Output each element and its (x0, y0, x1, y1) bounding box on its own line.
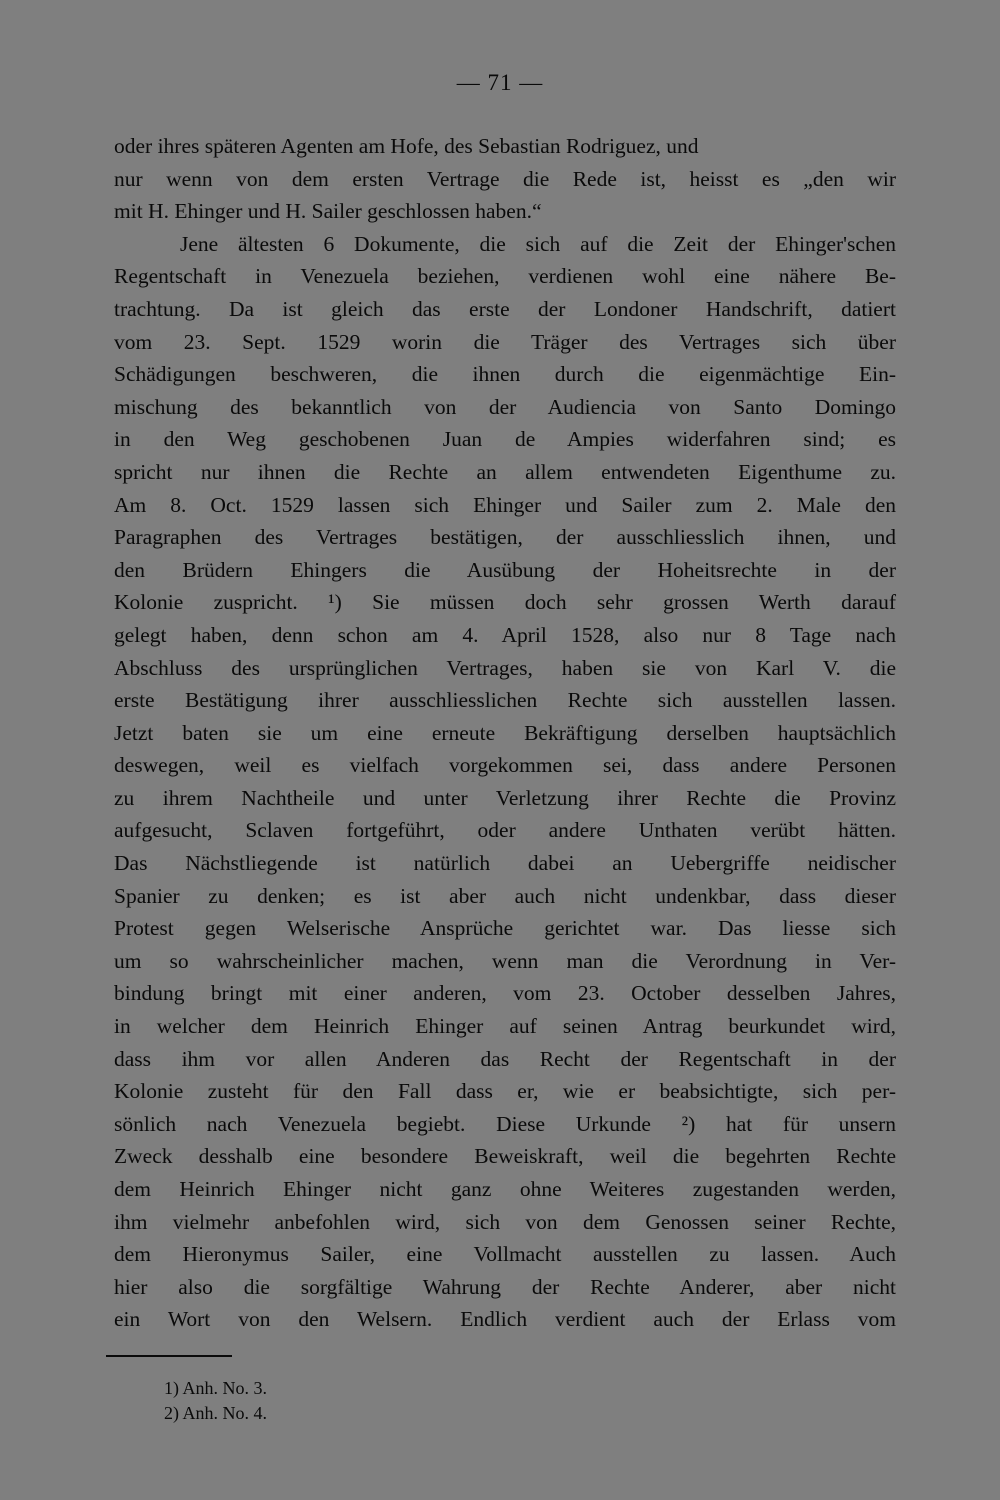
text-line: trachtung. Da ist gleich das erste der Londoner Handschrift, datiert (114, 296, 896, 321)
text-line: Kolonie zuspricht. ¹) Sie müssen doch sehr grossen Werth darauf (114, 590, 896, 615)
footnote-divider (106, 1355, 232, 1357)
text-line: in den Weg geschobenen Juan de Ampies widerfahren sind; es (114, 427, 896, 452)
text-line: bindung bringt mit einer anderen, vom 23. October desselben Jahres, (114, 981, 896, 1006)
page-number: — 71 — (456, 70, 544, 95)
text-line: dem Heinrich Ehinger nicht ganz ohne Weiteres zugestanden werden, (114, 1177, 896, 1201)
text-line: in welcher dem Heinrich Ehinger auf seinen Antrag beurkundet wird, (114, 1014, 896, 1039)
text-line: um so wahrscheinlicher machen, wenn man die Verordnung in Ver- (114, 948, 896, 973)
text-line: ihm vielmehr anbefohlen wird, sich von dem Genossen seiner Rechte, (114, 1209, 896, 1234)
body-text (114, 130, 896, 1336)
text-line: Spanier zu denken; es ist aber auch nicht undenkbar, dass dieser (114, 883, 896, 908)
text-line: dem Hieronymus Sailer, eine Vollmacht ausstellen zu lassen. Auch (114, 1242, 896, 1267)
text-line: Das Nächstliegende ist natürlich dabei an Uebergriffe neidischer (114, 851, 896, 876)
text-line: dass ihm vor allen Anderen das Recht der Regentschaft in der (114, 1046, 896, 1071)
footnote-1: 1) Anh. No. 3. (164, 1378, 267, 1398)
text-line: Protest gegen Welserische Ansprüche gerichtet war. Das liesse sich (114, 916, 896, 941)
text-line: ein Wort von den Welsern. Endlich verdient auch der Erlass vom (114, 1307, 896, 1332)
text-line: den Brüdern Ehingers die Ausübung der Hoheitsrechte in der (114, 557, 896, 582)
text-line: Kolonie zusteht für den Fall dass er, wie er beabsichtigte, sich per- (114, 1079, 896, 1104)
text-line: Schädigungen beschweren, die ihnen durch die eigenmächtige Ein- (114, 362, 896, 387)
text-line: gelegt haben, denn schon am 4. April 1528, also nur 8 Tage nach (114, 622, 896, 647)
text-line: Paragraphen des Vertrages bestätigen, der ausschliesslich ihnen, und (114, 525, 896, 550)
text-line: oder ihres späteren Agenten am Hofe, des Sebastian Rodriguez, und (114, 134, 699, 158)
text-line: hier also die sorgfältige Wahrung der Rechte Anderer, aber nicht (114, 1274, 896, 1299)
text-line: Jene ältesten 6 Dokumente, die sich auf die Zeit der Ehinger'schen (180, 231, 896, 256)
footnotes (164, 1376, 267, 1426)
text-line: spricht nur ihnen die Rechte an allem entwendeten Eigenthume zu. (114, 459, 896, 484)
text-line: nur wenn von dem ersten Vertrage die Rede ist, heisst es „den wir (114, 166, 896, 191)
text-line: aufgesucht, Sclaven fortgeführt, oder andere Unthaten verübt hätten. (114, 818, 896, 843)
text-line: zu ihrem Nachtheile und unter Verletzung ihrer Rechte die Provinz (114, 785, 896, 810)
text-line: deswegen, weil es vielfach vorgekommen sei, dass andere Personen (114, 753, 896, 778)
text-line: erste Bestätigung ihrer ausschliesslichen Rechte sich ausstellen lassen. (114, 688, 896, 713)
text-line: mit H. Ehinger und H. Sailer geschlossen haben.“ (114, 199, 542, 224)
text-line: Am 8. Oct. 1529 lassen sich Ehinger und Sailer zum 2. Male den (114, 492, 896, 517)
text-line: Jetzt baten sie um eine erneute Bekräftigung derselben hauptsächlich (114, 720, 896, 745)
text-line: Zweck desshalb eine besondere Beweiskraft, weil die begehrten Rechte (114, 1144, 896, 1169)
text-line: vom 23. Sept. 1529 worin die Träger des Vertrages sich über (114, 329, 896, 354)
text-line: mischung des bekanntlich von der Audiencia von Santo Domingo (114, 394, 896, 419)
text-line: Abschluss des ursprünglichen Vertrages, haben sie von Karl V. die (114, 655, 896, 680)
footnote-2: 2) Anh. No. 4. (164, 1403, 267, 1423)
text-line: Regentschaft in Venezuela beziehen, verdienen wohl eine nähere Be- (114, 264, 896, 289)
text-line: sönlich nach Venezuela begiebt. Diese Urkunde ²) hat für unsern (114, 1111, 896, 1136)
